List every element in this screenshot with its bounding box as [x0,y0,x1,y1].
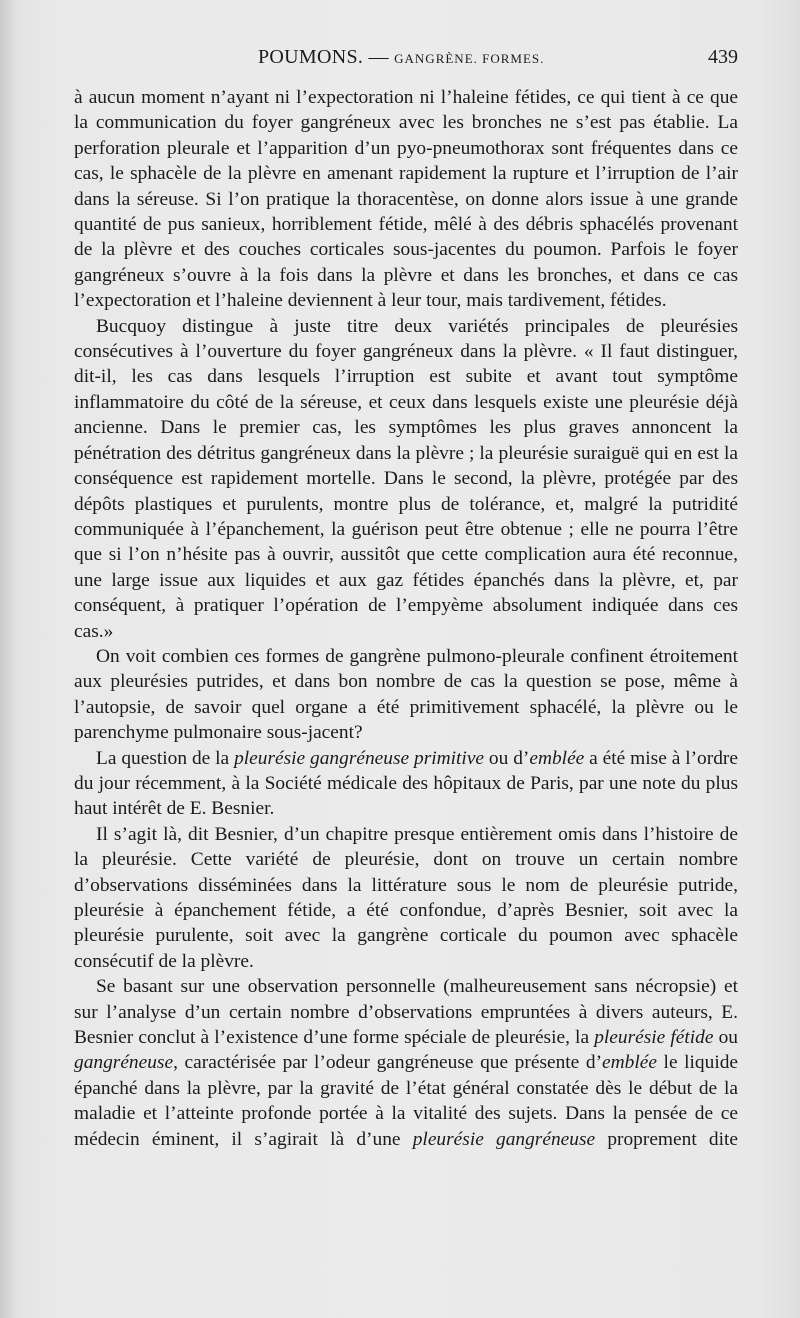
text-segment: Il s’agit là, dit Besnier, d’un chapitre presque entièrement omis dans l’histoire de la pleurésie. Cette variété de pleurésie, dont on trouve un certain nombre d’observations disséminées dans la littérature sous le nom de pleurésie putride, pleurésie à épanchement fétide, a été confondue, d’après Besnier, soit avec la pleurésie purulente, soit avec la gangrène corticale du poumon avec sphacèle consécutif de la plèvre. [74,823,738,972]
italic-text-segment: pleurésie gangréneuse [412,1128,596,1150]
page-number: 439 [708,46,738,68]
italic-text-segment: pleurésie fétide [594,1027,714,1049]
text-segment: Bucquoy distingue à juste titre deux variétés principales de pleurésies consécutives à l’ouverture du foyer gangréneux dans la plèvre. « Il faut distinguer, dit-il, les cas dans lesquels l’irruption est subite et avant tout symptôme inflammatoire du côté de la séreuse, et ceux dans lesquels existe une pleurésie déjà ancienne. Dans le premier cas, les symptômes les plus graves annoncent la pénétration des détritus gangréneux dans la plèvre ; la pleurésie suraiguë qui en est la conséquence est rapidement mortelle. Dans le second, la plèvre, protégée par des dépôts plastiques et purulents, montre plus de tolérance, et, malgré la putridité communiquée à l’épanchement, la guérison peut être obtenue ; elle ne pourra l’être que si l’on n’hésite pas à ouvrir, aussitôt que cette complication aura été reconnue, une large issue aux liquides et aux gaz fétides épanchés dans la plèvre, et, par conséquent, à pratiquer l’opération de l’empyème absolument indiquée dans ces cas.» [74,315,738,642]
running-title [258,46,544,69]
text-segment: à aucun moment n’ayant ni l’expectoration ni l’haleine fétides, ce qui tient à ce que la communication du foyer gangréneux avec les bronches ne s’est pas établie. La perforation pleurale et l’apparition d’un pyo-pneumothorax sont fréquentes dans ce cas, le sphacèle de la plèvre en amenant rapidement la rupture et l’irruption de l’air dans la séreuse. Si l’on pratique la thoracentèse, on donne alors issue à une grande quantité de pus sanieux, horriblement fétide, mêlé à des débris sphacélés provenant de la plèvre et des couches corticales sous-jacentes du poumon. Parfois le foyer gangréneux s’ouvre à la fois dans la plèvre et dans les bronches, et dans ce cas l’expectoration et l’haleine deviennent à leur tour, mais tardivement, fétides. [74,87,738,312]
paragraph-continuation [74,85,738,314]
text-segment: ou d’ [484,747,530,769]
paragraph-bucquoy [74,314,738,644]
text-segment: le liquide épanché dans la plèvre, par la gravité de l’état général constatée dès le début de la maladie et l’atteinte profonde portée à la vitalité des sujets. Dans la pensée de ce médecin éminent, il s’agirait là d’une [74,1052,739,1150]
paragraph-besnier-conclusion [74,974,738,1152]
running-title-sub: GANGRÈNE. FORMES. [394,51,545,66]
running-title-dash: — [368,46,389,68]
paragraph-question [74,746,738,822]
body-text [74,85,738,1152]
text-segment: La question de la [96,747,235,769]
italic-text-segment: pleurésie gangréneuse primitive [234,747,485,769]
text-segment: a été mise à l’ordre du jour récemment, à la Société médicale des hôpitaux de Paris, par une note du plus haut intérêt de E. Besnier. [74,747,738,820]
paragraph-formes [74,644,738,746]
text-segment: ou [713,1027,738,1049]
italic-text-segment: emblée [602,1052,657,1074]
text-segment: proprement dite [595,1128,738,1150]
text-segment: , caractérisée par l’odeur gangréneuse que présente d’ [173,1052,603,1074]
italic-text-segment: emblée [529,747,585,769]
running-header [74,46,738,76]
text-segment: On voit combien ces formes de gangrène pulmono-pleurale confinent étroitement aux pleurésies putrides, et dans bon nombre de cas la question se pose, même à l’autopsie, de savoir quel organe a été primitivement sphacélé, la plèvre ou le parenchyme pulmonaire sous-jacent? [74,645,738,744]
text-segment: Se basant sur une observation personnelle (malheureusement sans nécropsie) et sur l’analyse d’un certain nombre d’observations empruntées à divers auteurs, E. Besnier conclut à l’existence d’une forme spéciale de pleurésie, la [74,976,738,1049]
italic-text-segment: gangréneuse [74,1052,174,1074]
paragraph-besnier-chapitre [74,822,738,974]
running-title-main: POUMONS. [258,46,364,68]
